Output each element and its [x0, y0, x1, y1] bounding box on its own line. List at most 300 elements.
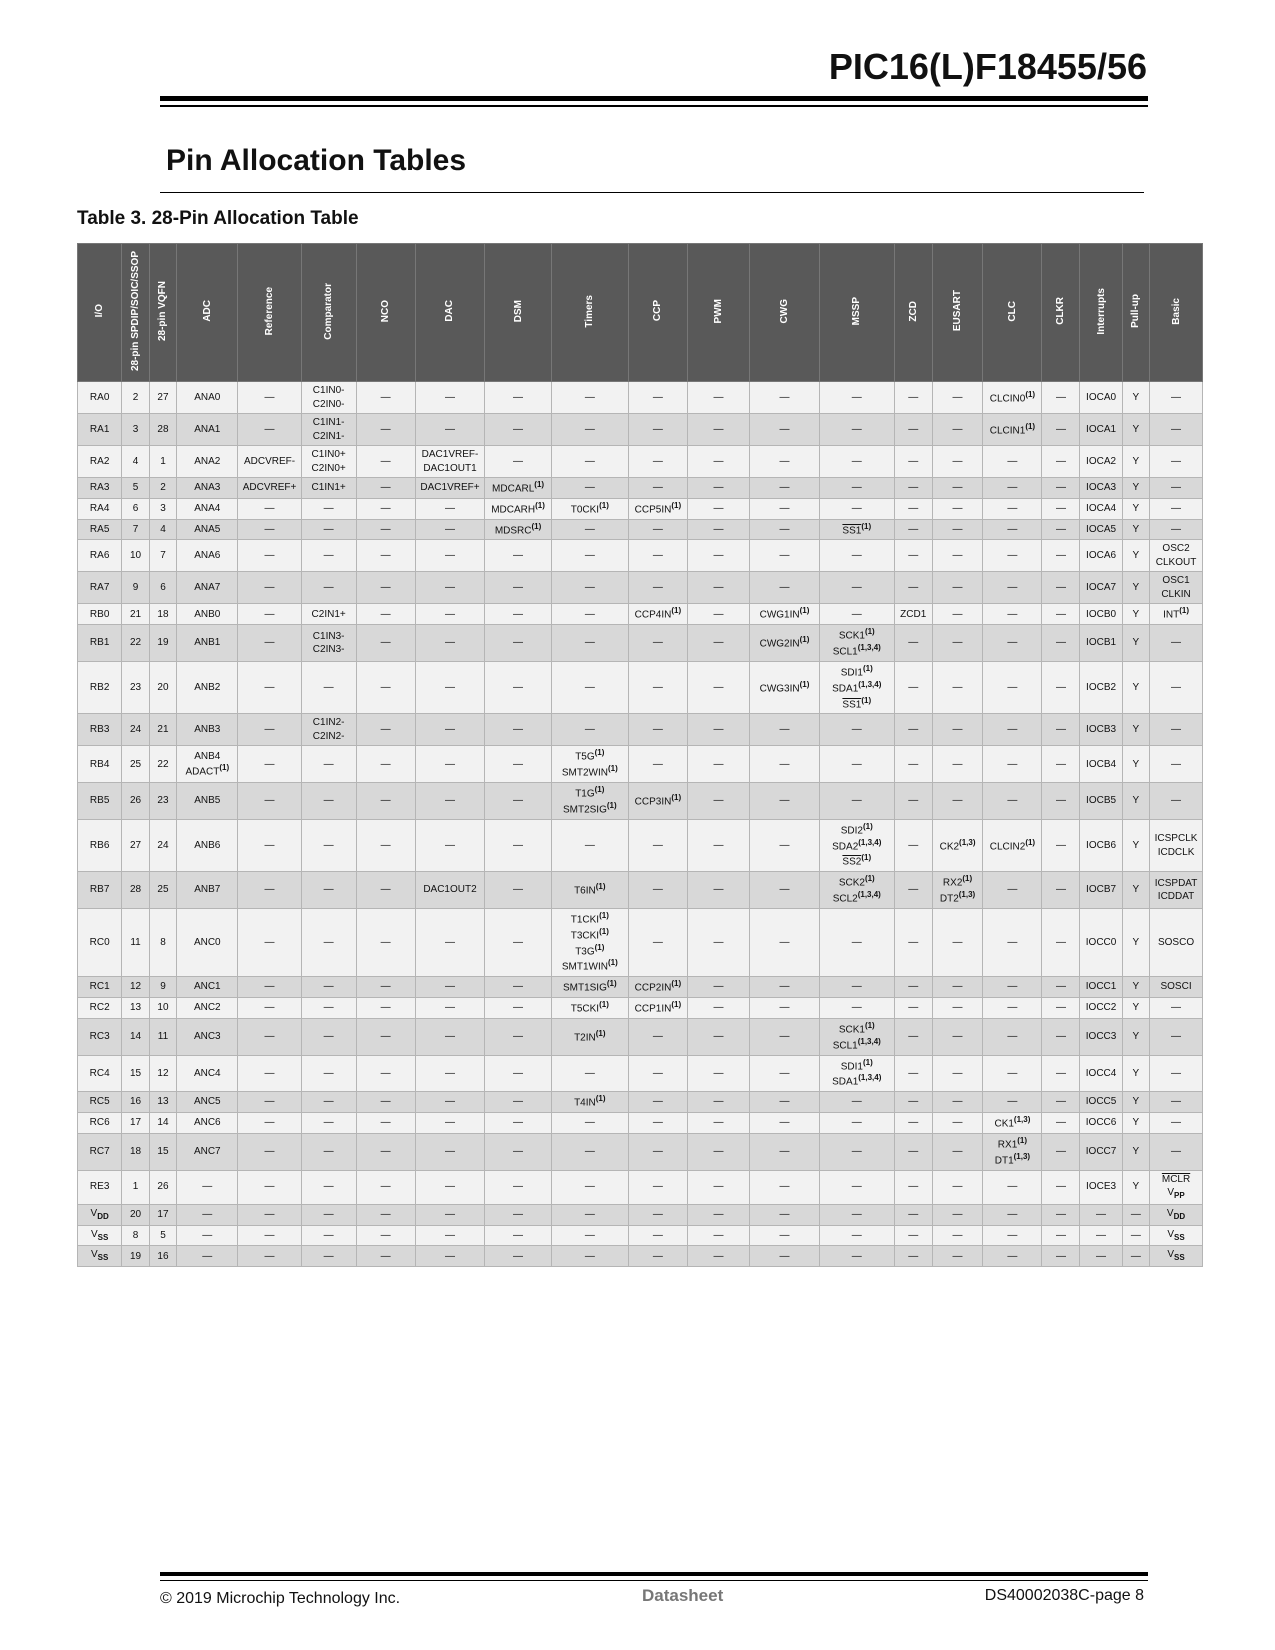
table-cell: — — [687, 1170, 749, 1204]
table-cell: — — [932, 478, 983, 499]
table-cell: — — [485, 819, 551, 871]
table-cell: C1IN1- C2IN1- — [301, 414, 356, 446]
table-cell: 10 — [149, 998, 176, 1019]
table-cell: — — [1122, 1204, 1149, 1225]
table-cell: — — [415, 998, 485, 1019]
table-cell: — — [932, 1018, 983, 1055]
table-cell: MDCARH$^{(1)}$ — [485, 498, 551, 519]
table-cell: ANA2 — [177, 446, 238, 478]
table-cell: RC3 — [78, 1018, 122, 1055]
column-header-label: ADC — [201, 300, 213, 322]
table-cell: — — [238, 998, 301, 1019]
table-cell: — — [628, 1225, 687, 1246]
table-cell: — — [1042, 1204, 1080, 1225]
table-row — [78, 746, 1203, 783]
table-cell: — — [750, 1113, 820, 1134]
table-cell: RB6 — [78, 819, 122, 871]
table-cell: ANC3 — [177, 1018, 238, 1055]
table-cell: — — [301, 908, 356, 976]
table-cell: — — [932, 714, 983, 746]
table-cell: — — [983, 1225, 1042, 1246]
table-cell: — — [819, 1204, 894, 1225]
footer-doc-type: Datasheet — [642, 1586, 724, 1605]
table-cell: OSC2 CLKOUT — [1150, 540, 1203, 572]
table-cell: — — [415, 661, 485, 713]
table-cell: — — [983, 908, 1042, 976]
column-header-label: Pull-up — [1130, 294, 1142, 328]
table-cell: — — [628, 1018, 687, 1055]
table-cell: — — [819, 783, 894, 820]
table-cell: Y — [1122, 625, 1149, 662]
column-header — [551, 244, 628, 382]
table-cell: — — [983, 604, 1042, 625]
table-cell: IOCB1 — [1080, 625, 1122, 662]
table-cell: — — [750, 1225, 820, 1246]
table-cell: — — [415, 746, 485, 783]
table-cell: — — [551, 414, 628, 446]
table-cell: RE3 — [78, 1170, 122, 1204]
table-cell: — — [356, 540, 415, 572]
table-cell: 19 — [122, 1246, 149, 1267]
table-cell: — — [628, 414, 687, 446]
table-cell: C1IN3- C2IN3- — [301, 625, 356, 662]
table-cell: IOCC6 — [1080, 1113, 1122, 1134]
table-cell: — — [415, 604, 485, 625]
table-cell: — — [415, 1204, 485, 1225]
table-cell: — — [301, 872, 356, 909]
table-cell: — — [1150, 1092, 1203, 1113]
table-cell: 26 — [149, 1170, 176, 1204]
table-cell: — — [415, 1055, 485, 1092]
table-cell: ANB5 — [177, 783, 238, 820]
table-cell: Y — [1122, 783, 1149, 820]
table-cell: — — [894, 998, 932, 1019]
table-cell: CCP2IN$^{(1)}$ — [628, 977, 687, 998]
table-cell: — — [238, 714, 301, 746]
table-cell: DAC1OUT2 — [415, 872, 485, 909]
table-cell: 7 — [122, 519, 149, 540]
table-cell: — — [932, 1225, 983, 1246]
table-cell: — — [415, 498, 485, 519]
table-cell: RA1 — [78, 414, 122, 446]
table-cell: — — [301, 1204, 356, 1225]
table-cell: ANB0 — [177, 604, 238, 625]
table-cell: CK1$^{(1,3)}$ — [983, 1113, 1042, 1134]
table-cell: — — [356, 625, 415, 662]
table-cell: — — [628, 1204, 687, 1225]
table-cell: — — [687, 908, 749, 976]
table-cell: — — [1042, 783, 1080, 820]
column-header — [750, 244, 820, 382]
table-cell: — — [894, 819, 932, 871]
table-cell: SCK1$^{(1)}$ SCL1$^{(1,3,4)}$ — [819, 625, 894, 662]
table-cell: — — [983, 1055, 1042, 1092]
table-cell: — — [1042, 446, 1080, 478]
table-cell: — — [628, 446, 687, 478]
table-cell: ANC6 — [177, 1113, 238, 1134]
table-cell: — — [1042, 977, 1080, 998]
table-cell: ANB6 — [177, 819, 238, 871]
table-cell: — — [238, 1092, 301, 1113]
table-cell: Y — [1122, 872, 1149, 909]
table-cell: — — [932, 1055, 983, 1092]
table-cell: — — [356, 977, 415, 998]
table-cell: — — [415, 783, 485, 820]
table-cell: — — [1042, 519, 1080, 540]
table-cell: — — [356, 783, 415, 820]
table-cell: — — [1042, 478, 1080, 499]
column-header — [894, 244, 932, 382]
table-cell: IOCB7 — [1080, 872, 1122, 909]
table-cell: — — [932, 1133, 983, 1170]
table-caption: Table 3. 28-Pin Allocation Table — [77, 208, 359, 229]
table-row — [78, 1170, 1203, 1204]
column-header — [177, 244, 238, 382]
table-cell: — — [415, 540, 485, 572]
table-cell: — — [932, 498, 983, 519]
column-header — [819, 244, 894, 382]
table-cell: SDI1$^{(1)}$ SDA1$^{(1,3,4)}$ — [819, 1055, 894, 1092]
table-cell: — — [628, 519, 687, 540]
column-header-label: I/O — [94, 304, 106, 318]
table-cell: — — [750, 714, 820, 746]
table-cell: — — [1042, 746, 1080, 783]
table-cell: — — [1042, 714, 1080, 746]
table-cell: — — [485, 908, 551, 976]
table-cell: — — [485, 1113, 551, 1134]
table-cell: — — [356, 1113, 415, 1134]
table-cell: — — [628, 382, 687, 414]
table-cell: — — [894, 1170, 932, 1204]
table-cell: RC1 — [78, 977, 122, 998]
table-cell: CWG2IN$^{(1)}$ — [750, 625, 820, 662]
table-cell: — — [415, 819, 485, 871]
table-cell: DAC1VREF+ — [415, 478, 485, 499]
table-cell: 28 — [122, 872, 149, 909]
table-cell: — — [1150, 519, 1203, 540]
table-cell: — — [485, 1170, 551, 1204]
table-cell: — — [687, 872, 749, 909]
table-cell: Y — [1122, 714, 1149, 746]
column-header — [78, 244, 122, 382]
table-cell: — — [628, 714, 687, 746]
table-cell: — — [750, 819, 820, 871]
table-cell: MCLR $V_{PP}$ — [1150, 1170, 1203, 1204]
table-cell: — — [687, 714, 749, 746]
table-cell: — — [750, 540, 820, 572]
table-cell: — — [1080, 1225, 1122, 1246]
table-cell: $V_{SS}$ — [1150, 1246, 1203, 1267]
column-header-label: EUSART — [952, 290, 964, 332]
table-cell: — — [485, 661, 551, 713]
column-header-label: MSSP — [851, 296, 863, 326]
table-cell: — — [687, 604, 749, 625]
column-header-label: PWM — [713, 298, 725, 324]
table-cell: 3 — [122, 414, 149, 446]
table-cell: — — [750, 572, 820, 604]
table-cell: ADCVREF- — [238, 446, 301, 478]
table-cell: — — [983, 661, 1042, 713]
table-cell: — — [932, 661, 983, 713]
table-cell: IOCB2 — [1080, 661, 1122, 713]
column-header — [356, 244, 415, 382]
table-cell: SS1$^{(1)}$ — [819, 519, 894, 540]
table-cell: — — [687, 746, 749, 783]
table-cell: — — [687, 1246, 749, 1267]
table-cell: — — [485, 1204, 551, 1225]
table-row — [78, 908, 1203, 976]
table-cell: IOCA3 — [1080, 478, 1122, 499]
table-cell: — — [628, 1092, 687, 1113]
table-cell: — — [894, 382, 932, 414]
table-cell: ANA0 — [177, 382, 238, 414]
table-cell: RA5 — [78, 519, 122, 540]
table-cell: — — [356, 872, 415, 909]
table-cell: 14 — [122, 1018, 149, 1055]
table-row — [78, 1246, 1203, 1267]
table-cell: RB0 — [78, 604, 122, 625]
table-cell: — — [750, 872, 820, 909]
table-cell: — — [485, 540, 551, 572]
table-cell: IOCA0 — [1080, 382, 1122, 414]
table-cell: 12 — [122, 977, 149, 998]
table-cell: — — [301, 1170, 356, 1204]
table-cell: — — [415, 1246, 485, 1267]
table-cell: 27 — [122, 819, 149, 871]
section-title: Pin Allocation Tables — [166, 144, 467, 177]
table-cell: 28 — [149, 414, 176, 446]
table-cell: 15 — [122, 1055, 149, 1092]
table-cell: — — [932, 1092, 983, 1113]
table-cell: — — [687, 661, 749, 713]
table-cell: 23 — [122, 661, 149, 713]
table-cell: $V_{DD}$ — [78, 1204, 122, 1225]
table-cell: RC0 — [78, 908, 122, 976]
column-header — [1122, 244, 1149, 382]
table-row — [78, 1018, 1203, 1055]
table-cell: — — [750, 1133, 820, 1170]
table-cell: — — [932, 625, 983, 662]
table-cell: — — [1042, 572, 1080, 604]
table-cell: — — [1042, 414, 1080, 446]
table-cell: — — [983, 1170, 1042, 1204]
table-cell: ANC7 — [177, 1133, 238, 1170]
table-cell: — — [819, 446, 894, 478]
table-cell: — — [356, 414, 415, 446]
table-cell: — — [1042, 872, 1080, 909]
table-cell: — — [485, 1055, 551, 1092]
table-cell: — — [356, 714, 415, 746]
table-cell: — — [687, 519, 749, 540]
table-cell: ANA6 — [177, 540, 238, 572]
table-cell: — — [485, 414, 551, 446]
table-row — [78, 604, 1203, 625]
table-cell: 11 — [149, 1018, 176, 1055]
table-cell: — — [551, 478, 628, 499]
table-cell: — — [687, 572, 749, 604]
table-cell: 22 — [122, 625, 149, 662]
table-cell: Y — [1122, 819, 1149, 871]
table-cell: 8 — [149, 908, 176, 976]
table-cell: — — [1122, 1225, 1149, 1246]
table-cell: — — [819, 998, 894, 1019]
table-cell: Y — [1122, 661, 1149, 713]
table-cell: Y — [1122, 1092, 1149, 1113]
table-cell: — — [750, 1204, 820, 1225]
table-cell: — — [750, 382, 820, 414]
table-cell: RA7 — [78, 572, 122, 604]
table-cell: INT$^{(1)}$ — [1150, 604, 1203, 625]
table-cell: — — [415, 977, 485, 998]
section-rule — [160, 192, 1144, 193]
table-cell: RX1$^{(1)}$ DT1$^{(1,3)}$ — [983, 1133, 1042, 1170]
table-cell: Y — [1122, 446, 1149, 478]
table-cell: — — [894, 1018, 932, 1055]
table-cell: Y — [1122, 1113, 1149, 1134]
table-cell: RC2 — [78, 998, 122, 1019]
table-cell: — — [551, 1133, 628, 1170]
table-cell: Y — [1122, 572, 1149, 604]
table-cell: — — [894, 1225, 932, 1246]
table-cell: Y — [1122, 414, 1149, 446]
table-cell: — — [687, 625, 749, 662]
table-cell: 12 — [149, 1055, 176, 1092]
table-cell: — — [238, 746, 301, 783]
table-cell: C1IN1+ — [301, 478, 356, 499]
column-header — [415, 244, 485, 382]
table-cell: — — [551, 382, 628, 414]
table-cell: 20 — [149, 661, 176, 713]
table-cell: — — [415, 1092, 485, 1113]
table-cell: — — [301, 977, 356, 998]
table-cell: — — [1042, 908, 1080, 976]
table-cell: — — [983, 783, 1042, 820]
table-cell: — — [894, 746, 932, 783]
table-cell: IOCC7 — [1080, 1133, 1122, 1170]
table-cell: IOCA4 — [1080, 498, 1122, 519]
table-cell: Y — [1122, 519, 1149, 540]
table-cell: — — [1150, 625, 1203, 662]
table-cell: — — [415, 519, 485, 540]
table-cell: 4 — [122, 446, 149, 478]
table-cell: — — [356, 1133, 415, 1170]
table-cell: — — [485, 446, 551, 478]
table-cell: — — [932, 1246, 983, 1267]
table-cell: — — [819, 414, 894, 446]
table-cell: 25 — [122, 746, 149, 783]
table-cell: — — [983, 977, 1042, 998]
table-cell: — — [819, 714, 894, 746]
table-cell: RC6 — [78, 1113, 122, 1134]
table-cell: RX2$^{(1)}$ DT2$^{(1,3)}$ — [932, 872, 983, 909]
table-cell: — — [894, 1204, 932, 1225]
table-cell: — — [415, 1113, 485, 1134]
table-cell: — — [177, 1204, 238, 1225]
table-cell: — — [932, 519, 983, 540]
table-cell: 18 — [149, 604, 176, 625]
table-cell: — — [1150, 498, 1203, 519]
table-cell: RB1 — [78, 625, 122, 662]
table-cell: — — [238, 1204, 301, 1225]
table-cell: IOCC1 — [1080, 977, 1122, 998]
table-cell: ANA5 — [177, 519, 238, 540]
table-row — [78, 498, 1203, 519]
table-cell: 4 — [149, 519, 176, 540]
table-cell: — — [485, 746, 551, 783]
table-cell: ANA1 — [177, 414, 238, 446]
table-cell: Y — [1122, 908, 1149, 976]
table-cell: — — [687, 1133, 749, 1170]
table-cell: 2 — [122, 382, 149, 414]
table-cell: — — [177, 1170, 238, 1204]
table-cell: IOCA7 — [1080, 572, 1122, 604]
table-cell: CLCIN2$^{(1)}$ — [983, 819, 1042, 871]
table-cell: — — [356, 1204, 415, 1225]
table-cell: — — [356, 519, 415, 540]
table-cell: — — [238, 1133, 301, 1170]
table-cell: — — [485, 1018, 551, 1055]
table-cell: — — [932, 382, 983, 414]
table-cell: — — [1042, 1055, 1080, 1092]
table-cell: — — [894, 783, 932, 820]
table-cell: — — [819, 382, 894, 414]
table-cell: — — [485, 1092, 551, 1113]
table-cell: CCP4IN$^{(1)}$ — [628, 604, 687, 625]
table-cell: — — [301, 519, 356, 540]
table-cell: 8 — [122, 1225, 149, 1246]
table-cell: $V_{DD}$ — [1150, 1204, 1203, 1225]
footer-rule-thin — [160, 1580, 1148, 1581]
table-row — [78, 540, 1203, 572]
table-cell: — — [356, 1018, 415, 1055]
table-cell: Y — [1122, 998, 1149, 1019]
header-rule-thick — [160, 96, 1148, 101]
table-cell: RA2 — [78, 446, 122, 478]
table-cell: — — [1150, 746, 1203, 783]
table-cell: — — [1150, 661, 1203, 713]
table-cell: — — [301, 1225, 356, 1246]
table-cell: — — [687, 382, 749, 414]
table-cell: — — [1080, 1204, 1122, 1225]
table-cell: — — [356, 478, 415, 499]
table-cell: — — [687, 1113, 749, 1134]
table-cell: RB2 — [78, 661, 122, 713]
table-cell: — — [485, 1246, 551, 1267]
table-cell: SOSCO — [1150, 908, 1203, 976]
table-cell: — — [551, 540, 628, 572]
table-cell: Y — [1122, 746, 1149, 783]
table-cell: RB4 — [78, 746, 122, 783]
table-cell: Y — [1122, 382, 1149, 414]
table-cell: — — [1042, 1018, 1080, 1055]
footer-page-number: DS40002038C-page 8 — [984, 1587, 1144, 1604]
table-cell: — — [932, 1204, 983, 1225]
table-cell: — — [1042, 1170, 1080, 1204]
table-cell: — — [238, 1246, 301, 1267]
table-cell: 18 — [122, 1133, 149, 1170]
table-cell: — — [628, 572, 687, 604]
table-cell: — — [238, 819, 301, 871]
table-cell: — — [551, 1170, 628, 1204]
table-cell: — — [238, 908, 301, 976]
table-cell: SCK2$^{(1)}$ SCL2$^{(1,3,4)}$ — [819, 872, 894, 909]
table-cell: — — [894, 519, 932, 540]
table-cell: — — [238, 540, 301, 572]
table-cell: — — [485, 625, 551, 662]
table-cell: 9 — [122, 572, 149, 604]
table-cell: RA3 — [78, 478, 122, 499]
table-cell: — — [1042, 1133, 1080, 1170]
